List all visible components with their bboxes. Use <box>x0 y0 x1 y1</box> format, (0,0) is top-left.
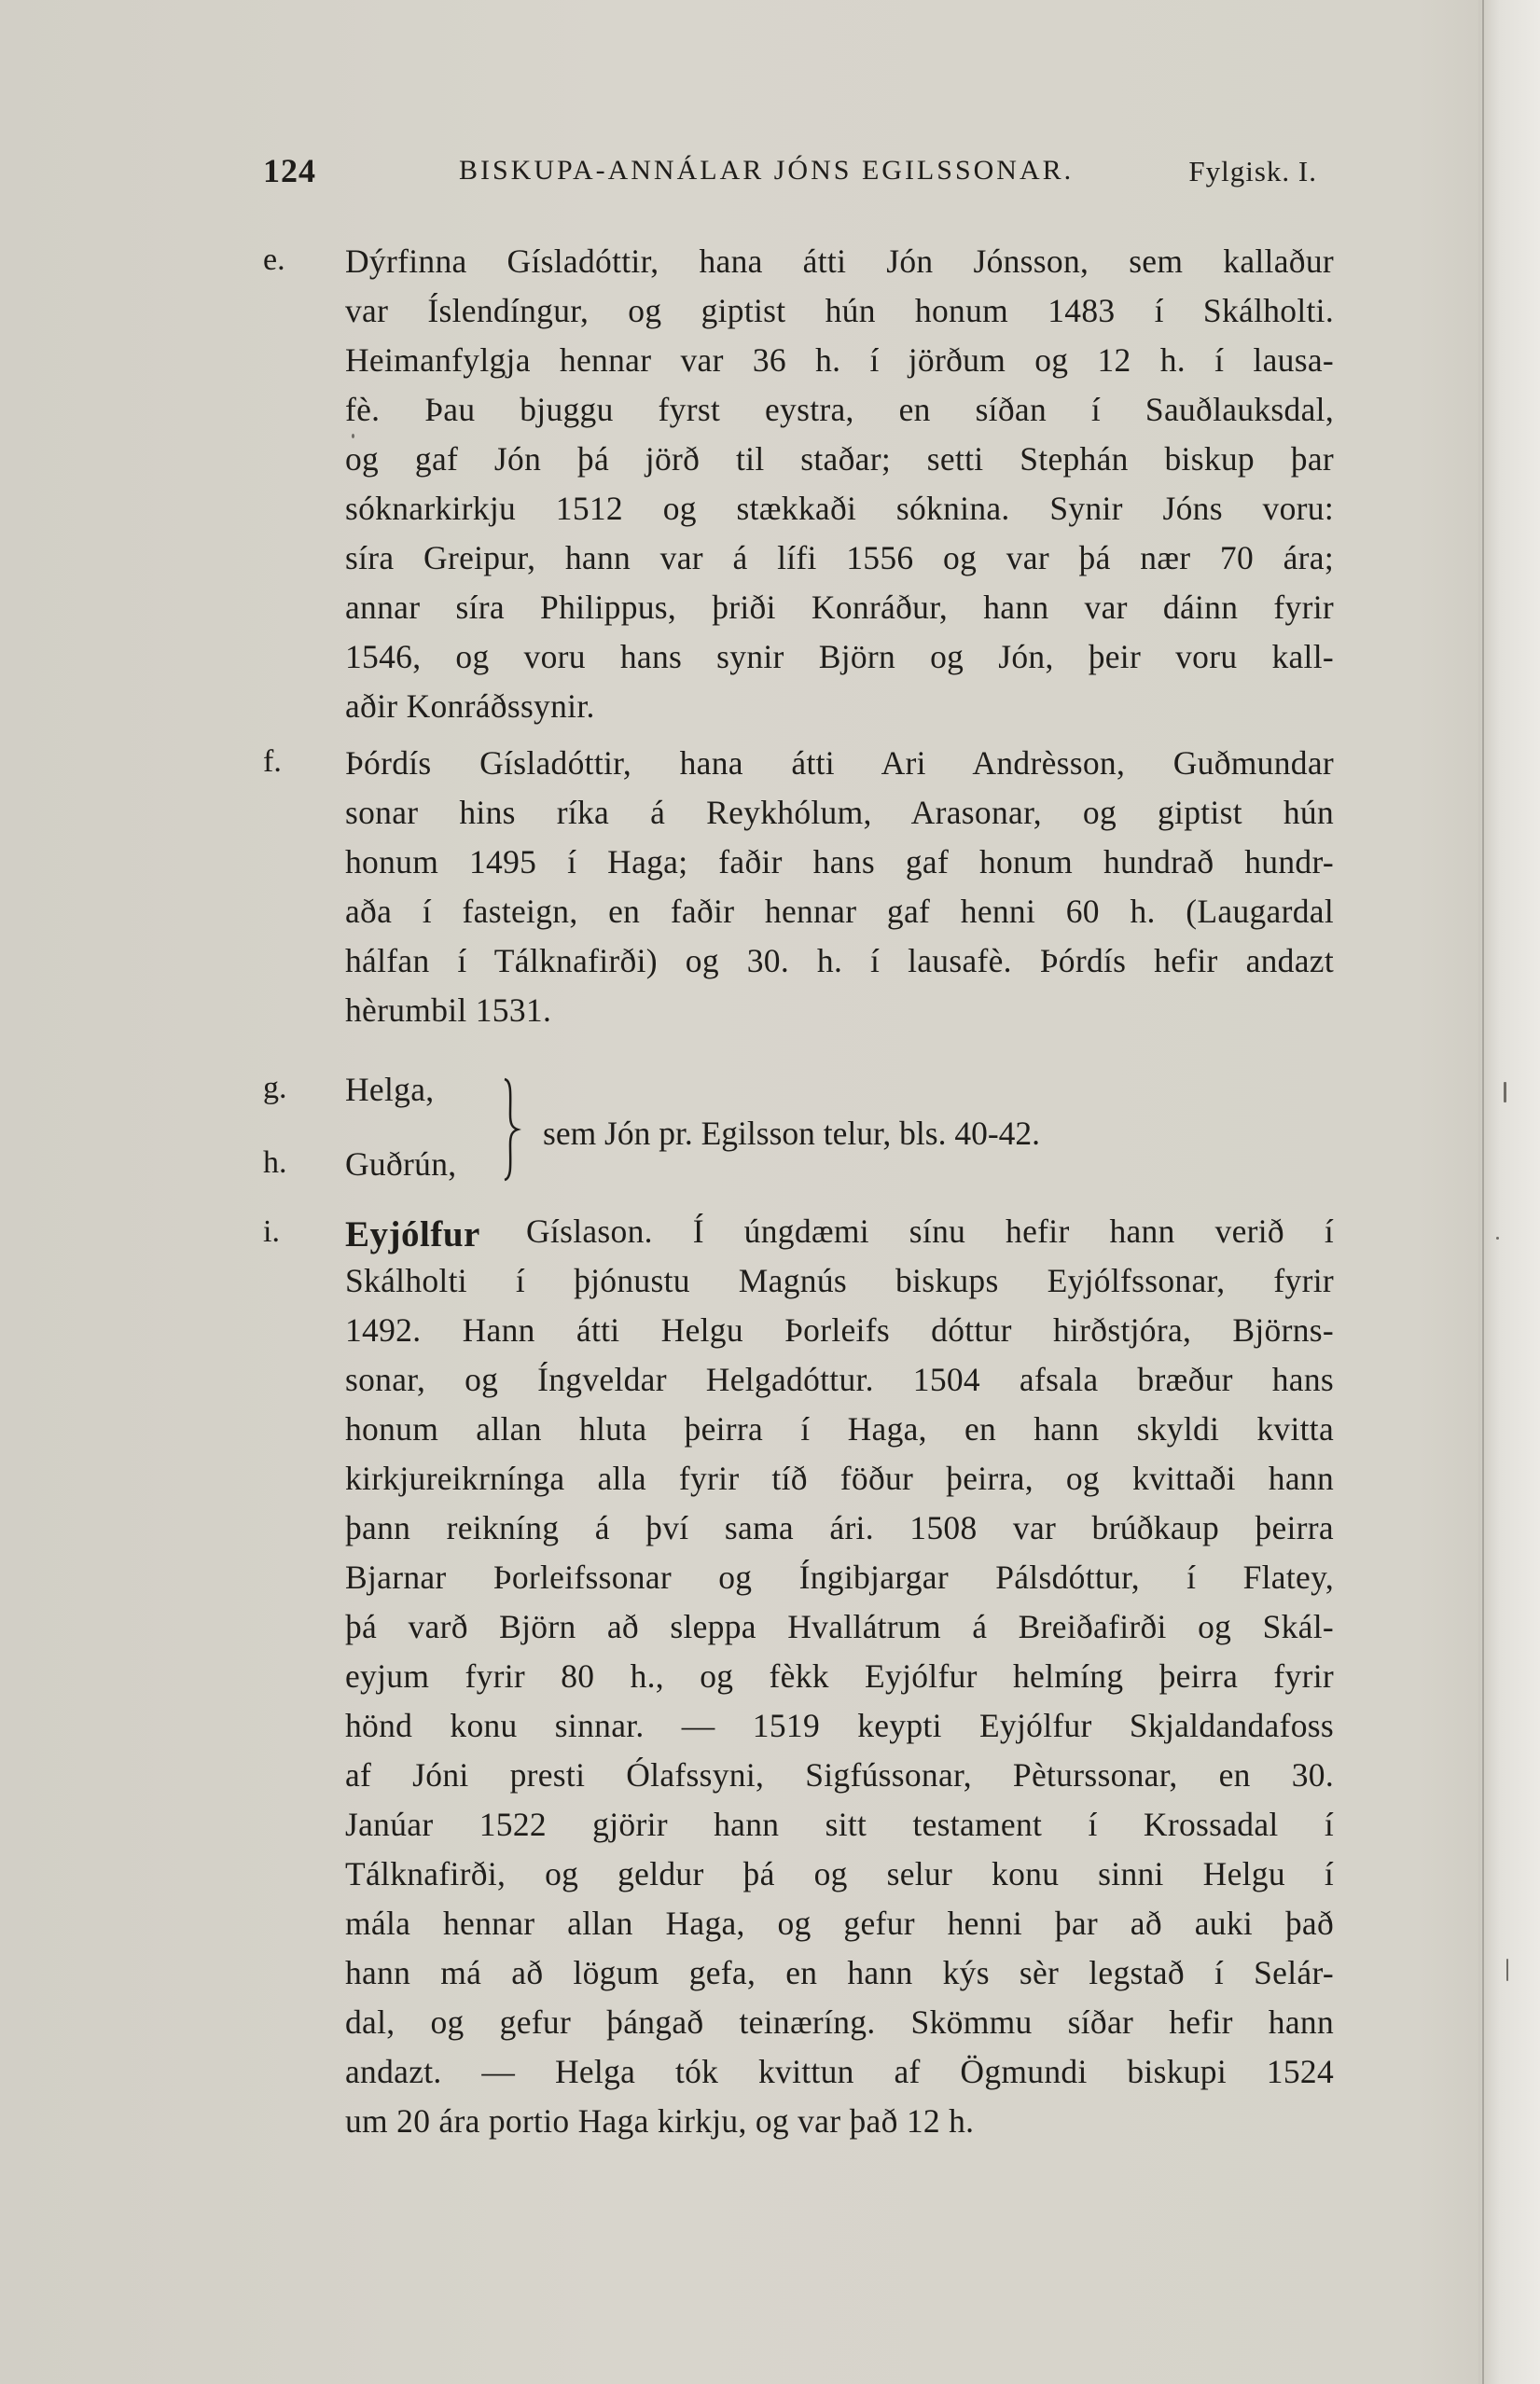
text-line: og gaf Jón þá jörð til staðar; setti Stephán biskup þar <box>345 440 1334 478</box>
entry-marker: i. <box>263 1214 280 1249</box>
scan-speck <box>1504 1082 1506 1102</box>
text-line: Gíslason. Í úngdæmi sínu hefir hann verið í <box>526 1213 1334 1250</box>
text-line: kirkjureikrnínga alla fyrir tíð föður þeirra, og kvittaði hann <box>345 1460 1334 1497</box>
gutter-edge-line <box>1482 0 1484 2384</box>
text-line: hönd konu sinnar. — 1519 keypti Eyjólfur Skjaldandafoss <box>345 1707 1334 1744</box>
text-line: sóknarkirkju 1512 og stækkaði sóknina. Synir Jóns voru: <box>345 490 1334 527</box>
entry-marker: g. <box>263 1071 287 1105</box>
text-line: þann reikníng á því sama ári. 1508 var brúðkaup þeirra <box>345 1509 1334 1546</box>
binding-gutter <box>1478 0 1540 2384</box>
page-number: 124 <box>263 152 316 189</box>
text-line: Þórdís Gísladóttir, hana átti Ari Andrèsson, Guðmundar <box>345 744 1334 782</box>
text-line: honum 1495 í Haga; faðir hans gaf honum hundrað hundr- <box>345 843 1334 880</box>
brace-note: sem Jón pr. Egilsson telur, bls. 40-42. <box>543 1115 1041 1152</box>
text-line: Skálholti í þjónustu Magnús biskups Eyjólfssonar, fyrir <box>345 1262 1334 1299</box>
scan-speck <box>1506 1959 1508 1981</box>
text-line: hálfan í Tálknafirði) og 30. h. í lausafè. Þórdís hefir andazt <box>345 942 1334 979</box>
entry-lead-name: Eyjólfur <box>345 1214 480 1254</box>
text-line: andazt. — Helga tók kvittun af Ögmundi biskupi 1524 <box>345 2053 1334 2090</box>
text-line: eyjum fyrir 80 h., og fèkk Eyjólfur helmíng þeirra fyrir <box>345 1657 1334 1695</box>
text-line: aðir Konráðssynir. <box>345 687 595 725</box>
text-line: 1492. Hann átti Helgu Þorleifs dóttur hirðstjóra, Björns- <box>345 1311 1334 1349</box>
text-line: sonar, og Íngveldar Helgadóttur. 1504 afsala bræður hans <box>345 1361 1334 1398</box>
text-line: hèrumbil 1531. <box>345 991 552 1029</box>
scan-speck <box>352 434 354 438</box>
text-line: annar síra Philippus, þriði Konráður, hann var dáinn fyrir <box>345 589 1334 626</box>
text-line: um 20 ára portio Haga kirkju, og var það 12 h. <box>345 2102 975 2140</box>
section-label: Fylgisk. I. <box>1188 155 1317 187</box>
entry-marker: h. <box>263 1145 287 1180</box>
text-line: sonar hins ríka á Reykhólum, Arasonar, og giptist hún <box>345 794 1334 831</box>
text-line: var Íslendíngur, og giptist hún honum 1483 í Skálholti. <box>345 292 1334 329</box>
text-line: 1546, og voru hans synir Björn og Jón, þeir voru kall- <box>345 638 1334 675</box>
curly-brace <box>501 1077 521 1182</box>
running-title: BISKUPA-ANNÁLAR JÓNS EGILSSONAR. <box>459 155 1075 186</box>
text-line: aða í fasteign, en faðir hennar gaf henni 60 h. (Laugardal <box>345 893 1334 930</box>
entry-name: Guðrún, <box>345 1145 457 1183</box>
text-line: Tálknafirði, og geldur þá og selur konu sinni Helgu í <box>345 1855 1334 1892</box>
scan-speck <box>1496 1237 1499 1240</box>
page-header <box>263 151 1317 198</box>
text-line: síra Greipur, hann var á lífi 1556 og var þá nær 70 ára; <box>345 539 1334 576</box>
text-line: fè. Þau bjuggu fyrst eystra, en síðan í Sauðlauksdal, <box>345 391 1334 428</box>
entry-marker: f. <box>263 744 282 779</box>
text-line: mála hennar allan Haga, og gefur henni þar að auki það <box>345 1905 1334 1942</box>
text-line: Janúar 1522 gjörir hann sitt testament í Krossadal í <box>345 1806 1334 1843</box>
text-line: af Jóni presti Ólafssyni, Sigfússonar, Pèturssonar, en 30. <box>345 1756 1334 1794</box>
text-line: Dýrfinna Gísladóttir, hana átti Jón Jónsson, sem kallaður <box>345 243 1334 280</box>
entry-name: Helga, <box>345 1071 435 1108</box>
text-line: þá varð Björn að sleppa Hvallátrum á Breiðafirði og Skál- <box>345 1608 1334 1645</box>
text-line: honum allan hluta þeirra í Haga, en hann skyldi kvitta <box>345 1410 1334 1448</box>
text-line: hann má að lögum gefa, en hann kýs sèr legstað í Selár- <box>345 1954 1334 1991</box>
text-line: Bjarnar Þorleifssonar og Íngibjargar Pálsdóttur, í Flatey, <box>345 1559 1334 1596</box>
text-line: dal, og gefur þángað teinæríng. Skömmu síðar hefir hann <box>345 2003 1334 2041</box>
text-line: Heimanfylgja hennar var 36 h. í jörðum og 12 h. í lausa- <box>345 341 1334 379</box>
entry-marker: e. <box>263 243 285 277</box>
